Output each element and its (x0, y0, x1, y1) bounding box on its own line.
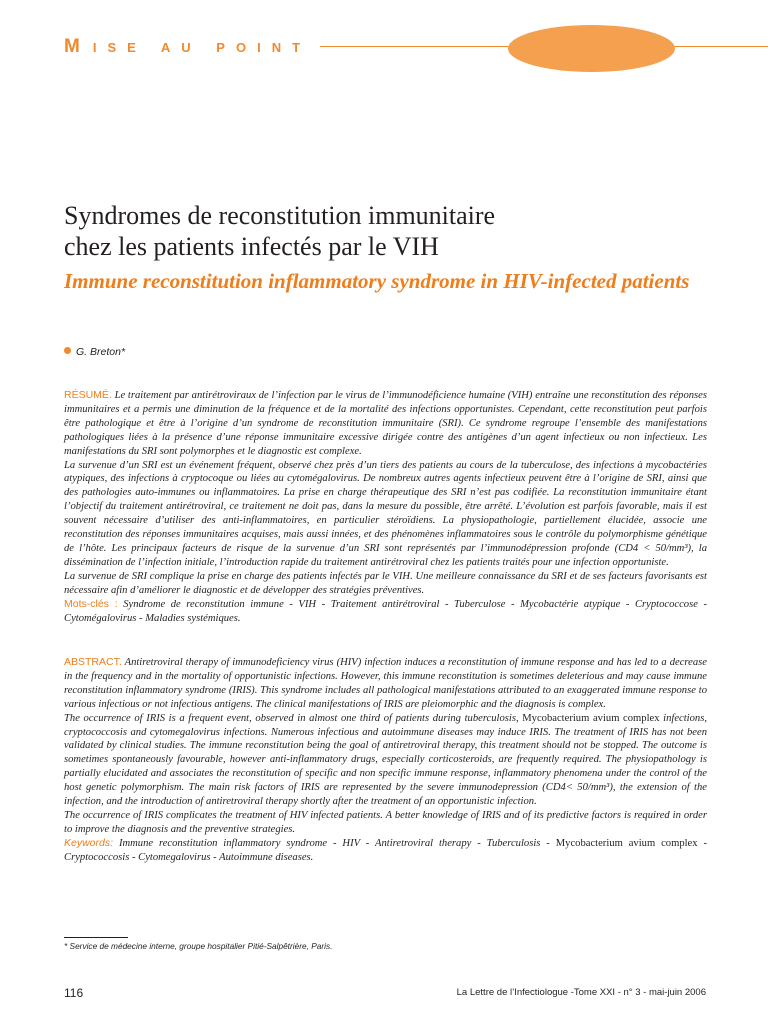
article-title-fr-line2: chez les patients infectés par le VIH (64, 232, 439, 261)
author-name: G. Breton* (76, 346, 126, 358)
resume-paragraph-3: La survenue de SRI complique la prise en charge des patients infectés par le VIH. Une meilleure connaissance du SRI et de ses facteurs favorisants est nécessaire afin d’améliorer le diagnostic et de développer des stratégies préventives. (64, 570, 707, 596)
header-ellipse-decoration (508, 25, 675, 72)
resume-block (64, 389, 707, 625)
article-title-fr-line1: Syndromes de reconstitution immunitaire (64, 201, 496, 230)
abstract-keywords-text-b: - Cryptococcosis - Cytomegalovirus - Autoimmune diseases. (64, 837, 707, 863)
section-label (64, 36, 311, 58)
resume-keywords-text: Syndrome de reconstitution immune - VIH - Traitement antirétroviral - Tuberculose - Mycobactérie atypique - Cryptococcose - Cytomégalovirus - Maladies systémiques. (64, 598, 707, 624)
abstract-p2-organism: Mycobacterium avium complex (522, 712, 660, 724)
journal-reference: La Lettre de l’Infectiologue -Tome XXI - n° 3 - mai-juin 2006 (456, 987, 706, 998)
abstract-keywords-text-a: Immune reconstitution inflammatory syndrome - HIV - Antiretroviral therapy - Tuberculosis - (118, 837, 550, 849)
article-title-en: Immune reconstitution inflammatory syndrome in HIV-infected patients (64, 269, 690, 293)
author-bullet (64, 347, 71, 354)
abstract-keywords-label: Keywords: (64, 836, 114, 849)
abstract-p2-text-a: The occurrence of IRIS is a frequent event, observed in almost one third of patients during tuberculosis, (64, 712, 519, 724)
abstract-keywords-organism: Mycobacterium avium complex (555, 837, 698, 849)
article-title-fr (64, 200, 495, 262)
resume-paragraph-2: La survenue d’un SRI est un événement fréquent, observé chez près d’un tiers des patients au cours de la tuberculose, des infections à mycobactéries atypiques, des infections à cryptocoque ou liées au cytomégalovirus. De nombreux autres agents infectieux peuvent être à l’origine de SRI, ainsi que des pathologies auto-immunes ou inflammatoires. La prise en charge thérapeutique des SRI n’est pas codifiée. La reconstitution immunitaire étant l’objectif du traitement antirétroviral, ce traitement ne doit pas, dans la mesure du possible, être arrêté. L’évolution est parfois favorable, mais il est souvent nécessaire d’utiliser des anti-inflammatoires, en particulier stéroïdiens. La physiopathologie, partiellement élucidée, associe une reconstitution des réponses immunitaires acquises, mais aussi innées, et des phénomènes inflammatoires sous le contrôle du polymorphisme génétique de l’hôte. Les principaux facteurs de risque de la survenue d’un SRI sont représentés par l’immunodépression profonde (CD4 < 50/mm³), la dissémination de l’infection initiale, l’introduction rapide du traitement antirétroviral chez les patients traités pour une infection opportuniste. (64, 459, 707, 568)
abstract-paragraph-1 (64, 656, 707, 712)
abstract-paragraph-3: The occurrence of IRIS complicates the treatment of HIV infected patients. A better knowledge of IRIS and of its predictive factors is required in order to improve the diagnosis and the preventive strategies. (64, 809, 707, 835)
resume-keywords (64, 598, 707, 626)
abstract-paragraph-2 (64, 712, 707, 809)
abstract-keywords (64, 837, 707, 865)
abstract-p2-text-b: infections, cryptococcosis and cytomegalovirus infections. Numerous infectious and autoimmune diseases may induce IRIS. The treatment of IRIS has not been validated by clinical studies. The immune reconstitution being the goal of antiretroviral therapy, this treatment should not be stopped. The outcome is sometimes spontaneously favourable, however anti-inflammatory drugs, especially corticosteroids, are frequently required. The physiopathology is partially elucidated and associates the reconstitution of specific and non specific immune response, inflammatory phenomena under the control of the host genetic polymorphism. The main risk factors of IRIS are represented by the severe immunodepression (CD4< 50/mm³), the extension of the infection, and the introduction of antiretroviral therapy shortly after the treatment of an opportunistic infection. (64, 712, 707, 808)
footnote-rule (64, 937, 128, 938)
page-number: 116 (64, 986, 84, 1000)
abstract-block (64, 656, 707, 865)
resume-keywords-label: Mots-clés : (64, 597, 118, 610)
resume-label: RÉSUMÉ. (64, 389, 112, 401)
footnote: * Service de médecine interne, groupe hospitalier Pitié-Salpêtrière, Paris. (64, 941, 333, 951)
resume-p1-text: Le traitement par antirétroviraux de l’infection par le virus de l’immunodéficience humaine (VIH) entraîne une reconstitution des réponses immunitaires et a permis une diminution de la fréquence et de la mortalité des infections opportunistes. Cependant, cette reconstitution peut parfois être pathologique et être à l’origine d’un syndrome de reconstitution immunitaire (SRI). Ce syndrome regroupe l’ensemble des manifestations pathologiques liées à la présence d’une réponse immunitaire excessive dirigée contre des antigènes d’un agent infectieux ou non infectieux. Les manifestations du SRI sont polymorphes et le diagnostic est complexe. (64, 390, 707, 457)
section-label-initial: M (64, 36, 93, 57)
author-line (64, 346, 125, 358)
abstract-label: ABSTRACT. (64, 656, 122, 668)
section-label-rest: ISE AU POINT (92, 40, 312, 55)
resume-paragraph-1 (64, 389, 707, 459)
abstract-p1-text: Antiretroviral therapy of immunodeficiency virus (HIV) infection induces a reconstitution of immune response and has led to a decrease in the frequency and in the mortality of opportunistic infections. However, this immune reconstitution is sometimes deleterious and may cause immune reconstitution inflammatory syndrome (IRIS). This syndrome includes all pathological manifestations attributed to an exaggerated immune response to various infectious or not infectious antigens. The clinical manifestations of IRIS are pleiomorphic and the diagnosis is complex. (64, 657, 707, 710)
